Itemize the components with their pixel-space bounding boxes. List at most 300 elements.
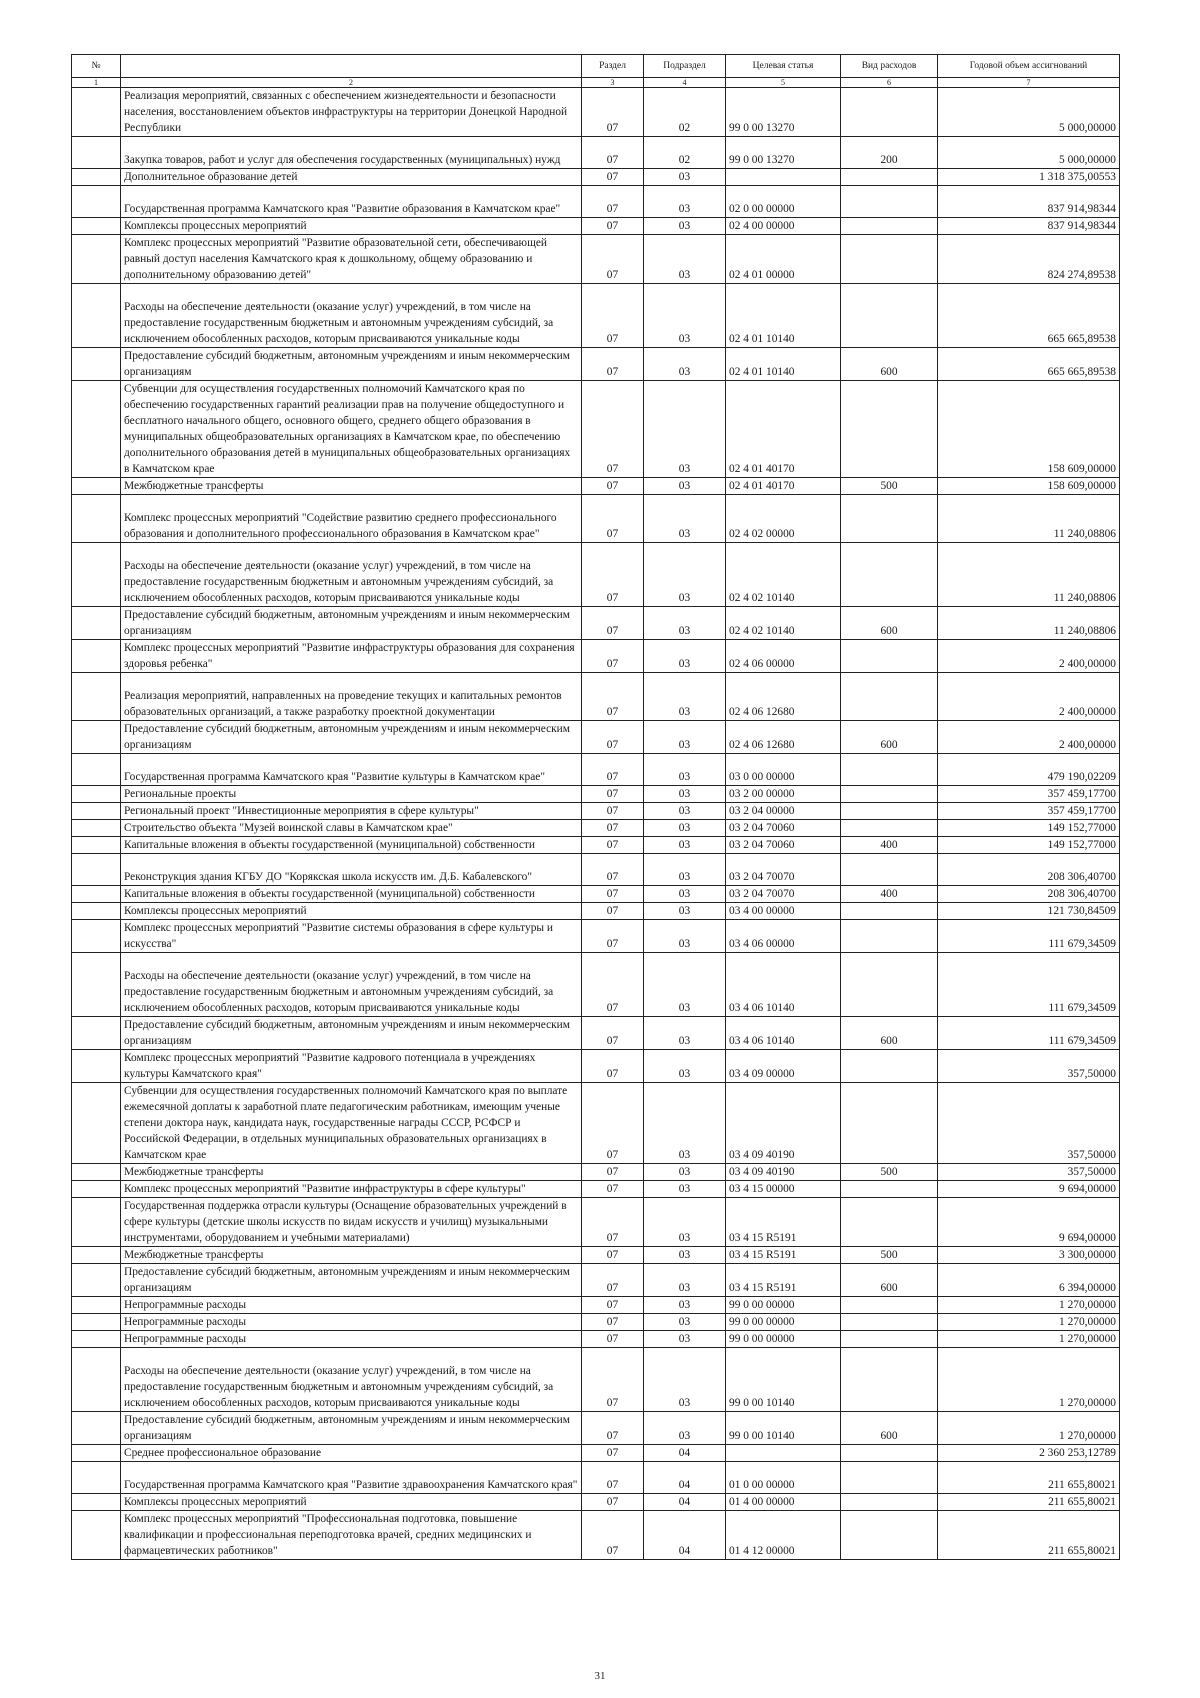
- row-razdel: 07: [582, 1348, 644, 1412]
- row-razdel: 07: [582, 1314, 644, 1331]
- row-summa: 824 274,89538: [938, 235, 1120, 284]
- row-no: [72, 1412, 121, 1445]
- row-no: [72, 673, 121, 721]
- column-number: 3: [582, 78, 644, 88]
- row-summa: 357,50000: [938, 1050, 1120, 1083]
- row-summa: 2 400,00000: [938, 721, 1120, 754]
- row-vid: [841, 786, 938, 803]
- row-celevaya: 03 4 00 00000: [726, 903, 841, 920]
- row-summa: 11 240,08806: [938, 607, 1120, 640]
- table-row: [72, 169, 1120, 186]
- row-no: [72, 1314, 121, 1331]
- row-celevaya: 03 2 04 70060: [726, 837, 841, 854]
- row-celevaya: 99 0 00 13270: [726, 137, 841, 169]
- table-row: [72, 284, 1120, 348]
- row-razdel: 07: [582, 721, 644, 754]
- header-summa: Годовой объем ассигнований: [938, 55, 1120, 78]
- row-razdel: 07: [582, 1181, 644, 1198]
- row-summa: 5 000,00000: [938, 88, 1120, 137]
- header-razdel: Раздел: [582, 55, 644, 78]
- header-vid: Вид расходов: [841, 55, 938, 78]
- row-podrazdel: 03: [644, 495, 726, 543]
- row-celevaya: 03 4 15 R5191: [726, 1198, 841, 1247]
- row-celevaya: 01 4 00 00000: [726, 1494, 841, 1511]
- row-no: [72, 1050, 121, 1083]
- row-celevaya: 03 4 09 40190: [726, 1083, 841, 1164]
- row-vid: [841, 903, 938, 920]
- row-celevaya: 99 0 00 00000: [726, 1314, 841, 1331]
- row-razdel: 07: [582, 920, 644, 953]
- row-celevaya: 03 4 06 10140: [726, 953, 841, 1017]
- row-no: [72, 721, 121, 754]
- row-podrazdel: 03: [644, 478, 726, 495]
- row-summa: 208 306,40700: [938, 886, 1120, 903]
- row-celevaya: 03 4 06 00000: [726, 920, 841, 953]
- row-podrazdel: 03: [644, 673, 726, 721]
- table-row: [72, 640, 1120, 673]
- row-summa: 208 306,40700: [938, 854, 1120, 886]
- row-vid: [841, 754, 938, 786]
- row-podrazdel: 03: [644, 920, 726, 953]
- row-no: [72, 1198, 121, 1247]
- row-razdel: 07: [582, 1494, 644, 1511]
- row-celevaya: 01 4 12 00000: [726, 1511, 841, 1560]
- row-podrazdel: 03: [644, 903, 726, 920]
- row-summa: 11 240,08806: [938, 495, 1120, 543]
- row-celevaya: 03 2 04 00000: [726, 803, 841, 820]
- row-vid: [841, 820, 938, 837]
- row-name: Межбюджетные трансферты: [121, 1164, 582, 1181]
- row-vid: [841, 640, 938, 673]
- row-vid: 500: [841, 478, 938, 495]
- table-row: [72, 1348, 1120, 1412]
- row-vid: [841, 1462, 938, 1494]
- row-name: Предоставление субсидий бюджетным, автономным учреждениям и иным некоммерческим организациям: [121, 1017, 582, 1050]
- row-no: [72, 186, 121, 218]
- row-summa: 357,50000: [938, 1083, 1120, 1164]
- row-razdel: 07: [582, 218, 644, 235]
- row-vid: [841, 1348, 938, 1412]
- row-razdel: 07: [582, 803, 644, 820]
- table-row: [72, 1445, 1120, 1462]
- row-razdel: 07: [582, 1083, 644, 1164]
- row-name: Непрограммные расходы: [121, 1314, 582, 1331]
- row-name: Закупка товаров, работ и услуг для обеспечения государственных (муниципальных) нужд: [121, 137, 582, 169]
- row-podrazdel: 04: [644, 1511, 726, 1560]
- table-row: [72, 478, 1120, 495]
- row-celevaya: 02 4 06 00000: [726, 640, 841, 673]
- row-summa: 2 400,00000: [938, 640, 1120, 673]
- row-podrazdel: 03: [644, 1050, 726, 1083]
- row-no: [72, 953, 121, 1017]
- row-name: Государственная поддержка отрасли культуры (Оснащение образовательных учреждений в сфере культуры (детские школы искусств по видам искусств и училищ) музыкальными инструментами, оборудованием и учебными материалами): [121, 1198, 582, 1247]
- column-number: 4: [644, 78, 726, 88]
- row-summa: 121 730,84509: [938, 903, 1120, 920]
- row-name: Реконструкция здания КГБУ ДО "Корякская школа искусств им. Д.Б. Кабалевского": [121, 854, 582, 886]
- row-razdel: 07: [582, 284, 644, 348]
- row-podrazdel: 03: [644, 803, 726, 820]
- row-name: Предоставление субсидий бюджетным, автономным учреждениям и иным некоммерческим организациям: [121, 607, 582, 640]
- row-vid: [841, 88, 938, 137]
- row-vid: [841, 218, 938, 235]
- row-podrazdel: 03: [644, 820, 726, 837]
- row-podrazdel: 03: [644, 1017, 726, 1050]
- row-summa: 149 152,77000: [938, 820, 1120, 837]
- row-name: Региональный проект "Инвестиционные мероприятия в сфере культуры": [121, 803, 582, 820]
- row-vid: 600: [841, 1412, 938, 1445]
- table-row: [72, 854, 1120, 886]
- row-summa: 1 318 375,00553: [938, 169, 1120, 186]
- row-name: Комплекс процессных мероприятий "Развитие системы образования в сфере культуры и искусства": [121, 920, 582, 953]
- row-name: Капитальные вложения в объекты государственной (муниципальной) собственности: [121, 837, 582, 854]
- row-celevaya: 02 4 01 40170: [726, 381, 841, 478]
- table-row: [72, 137, 1120, 169]
- table-row: [72, 235, 1120, 284]
- row-celevaya: 02 4 02 00000: [726, 495, 841, 543]
- row-vid: [841, 920, 938, 953]
- table-row: [72, 1331, 1120, 1348]
- row-summa: 9 694,00000: [938, 1198, 1120, 1247]
- row-podrazdel: 03: [644, 235, 726, 284]
- row-name: Межбюджетные трансферты: [121, 1247, 582, 1264]
- row-summa: 11 240,08806: [938, 543, 1120, 607]
- row-no: [72, 543, 121, 607]
- row-razdel: 07: [582, 1264, 644, 1297]
- row-no: [72, 1331, 121, 1348]
- row-podrazdel: 02: [644, 88, 726, 137]
- row-celevaya: 02 4 02 10140: [726, 607, 841, 640]
- row-vid: 200: [841, 137, 938, 169]
- table-row: [72, 886, 1120, 903]
- table-row: [72, 820, 1120, 837]
- row-vid: 600: [841, 1017, 938, 1050]
- row-celevaya: 03 4 09 00000: [726, 1050, 841, 1083]
- header-name: [121, 55, 582, 78]
- row-summa: 158 609,00000: [938, 381, 1120, 478]
- row-summa: 479 190,02209: [938, 754, 1120, 786]
- row-summa: 3 300,00000: [938, 1247, 1120, 1264]
- row-razdel: 07: [582, 886, 644, 903]
- row-vid: 400: [841, 837, 938, 854]
- row-summa: 837 914,98344: [938, 186, 1120, 218]
- row-vid: [841, 186, 938, 218]
- row-no: [72, 1164, 121, 1181]
- table-row: [72, 1511, 1120, 1560]
- row-razdel: 07: [582, 1331, 644, 1348]
- row-razdel: 07: [582, 186, 644, 218]
- row-no: [72, 886, 121, 903]
- row-podrazdel: 03: [644, 1331, 726, 1348]
- row-vid: [841, 1331, 938, 1348]
- row-razdel: 07: [582, 348, 644, 381]
- column-number: 6: [841, 78, 938, 88]
- row-vid: [841, 381, 938, 478]
- row-vid: 500: [841, 1164, 938, 1181]
- row-summa: 9 694,00000: [938, 1181, 1120, 1198]
- row-podrazdel: 04: [644, 1494, 726, 1511]
- row-podrazdel: 03: [644, 543, 726, 607]
- row-no: [72, 88, 121, 137]
- row-no: [72, 803, 121, 820]
- row-vid: 600: [841, 348, 938, 381]
- row-vid: [841, 1083, 938, 1164]
- row-celevaya: 03 4 15 00000: [726, 1181, 841, 1198]
- row-podrazdel: 03: [644, 837, 726, 854]
- row-podrazdel: 03: [644, 1247, 726, 1264]
- row-name: Комплекс процессных мероприятий "Профессиональная подготовка, повышение квалификации и профессиональная переподготовка врачей, средних медицинских и фармацевтических работников": [121, 1511, 582, 1560]
- table-row: [72, 1297, 1120, 1314]
- row-summa: 211 655,80021: [938, 1511, 1120, 1560]
- table-row: [72, 1462, 1120, 1494]
- row-name: Предоставление субсидий бюджетным, автономным учреждениям и иным некоммерческим организациям: [121, 721, 582, 754]
- row-razdel: 07: [582, 786, 644, 803]
- row-name: Расходы на обеспечение деятельности (оказание услуг) учреждений, в том числе на предоставление государственным бюджетным и автономным учреждениям субсидий, за исключением обособленных расходов, которым присваиваются уникальные коды: [121, 543, 582, 607]
- row-summa: 1 270,00000: [938, 1348, 1120, 1412]
- row-podrazdel: 03: [644, 284, 726, 348]
- row-podrazdel: 03: [644, 721, 726, 754]
- row-no: [72, 1297, 121, 1314]
- row-summa: 1 270,00000: [938, 1331, 1120, 1348]
- row-no: [72, 1264, 121, 1297]
- row-razdel: 07: [582, 1198, 644, 1247]
- table-row: [72, 543, 1120, 607]
- row-summa: 1 270,00000: [938, 1314, 1120, 1331]
- row-podrazdel: 03: [644, 1264, 726, 1297]
- row-summa: 111 679,34509: [938, 953, 1120, 1017]
- row-razdel: 07: [582, 673, 644, 721]
- row-razdel: 07: [582, 478, 644, 495]
- row-name: Комплекс процессных мероприятий "Развитие образовательной сети, обеспечивающей равный доступ населения Камчатского края к дошкольному, общему образованию и дополнительному образованию детей": [121, 235, 582, 284]
- row-name: Расходы на обеспечение деятельности (оказание услуг) учреждений, в том числе на предоставление государственным бюджетным и автономным учреждениям субсидий, за исключением обособленных расходов, которым присваиваются уникальные коды: [121, 953, 582, 1017]
- row-no: [72, 820, 121, 837]
- row-podrazdel: 03: [644, 348, 726, 381]
- header-celevaya: Целевая статья: [726, 55, 841, 78]
- row-celevaya: 03 4 15 R5191: [726, 1264, 841, 1297]
- row-vid: 500: [841, 1247, 938, 1264]
- table-row: [72, 754, 1120, 786]
- row-podrazdel: 03: [644, 381, 726, 478]
- row-no: [72, 640, 121, 673]
- row-vid: [841, 803, 938, 820]
- row-celevaya: 99 0 00 10140: [726, 1412, 841, 1445]
- row-name: Региональные проекты: [121, 786, 582, 803]
- row-vid: 600: [841, 607, 938, 640]
- row-podrazdel: 03: [644, 1297, 726, 1314]
- row-name: Среднее профессиональное образование: [121, 1445, 582, 1462]
- row-summa: 111 679,34509: [938, 920, 1120, 953]
- row-vid: [841, 1511, 938, 1560]
- table-row: [72, 1181, 1120, 1198]
- row-summa: 665 665,89538: [938, 284, 1120, 348]
- row-celevaya: 99 0 00 13270: [726, 88, 841, 137]
- row-podrazdel: 03: [644, 1198, 726, 1247]
- row-celevaya: [726, 169, 841, 186]
- table-row: [72, 673, 1120, 721]
- row-podrazdel: 03: [644, 786, 726, 803]
- row-vid: [841, 1297, 938, 1314]
- row-celevaya: 03 2 00 00000: [726, 786, 841, 803]
- row-celevaya: 02 4 01 10140: [726, 348, 841, 381]
- row-vid: [841, 854, 938, 886]
- row-no: [72, 903, 121, 920]
- row-razdel: 07: [582, 1017, 644, 1050]
- row-razdel: 07: [582, 607, 644, 640]
- row-podrazdel: 04: [644, 1462, 726, 1494]
- row-vid: [841, 284, 938, 348]
- row-celevaya: 03 2 04 70060: [726, 820, 841, 837]
- column-number: 5: [726, 78, 841, 88]
- row-podrazdel: 03: [644, 1348, 726, 1412]
- row-no: [72, 1462, 121, 1494]
- row-name: Государственная программа Камчатского края "Развитие культуры в Камчатском крае": [121, 754, 582, 786]
- row-razdel: 07: [582, 1412, 644, 1445]
- row-podrazdel: 02: [644, 137, 726, 169]
- row-name: Расходы на обеспечение деятельности (оказание услуг) учреждений, в том числе на предоставление государственным бюджетным и автономным учреждениям субсидий, за исключением обособленных расходов, которым присваиваются уникальные коды: [121, 284, 582, 348]
- table-row: [72, 1083, 1120, 1164]
- row-celevaya: 02 0 00 00000: [726, 186, 841, 218]
- row-no: [72, 1083, 121, 1164]
- row-vid: [841, 1050, 938, 1083]
- row-summa: 149 152,77000: [938, 837, 1120, 854]
- row-summa: 1 270,00000: [938, 1297, 1120, 1314]
- table-row: [72, 1247, 1120, 1264]
- table-row: [72, 920, 1120, 953]
- table-body: [72, 88, 1120, 1560]
- row-no: [72, 920, 121, 953]
- row-no: [72, 837, 121, 854]
- row-celevaya: 03 4 15 R5191: [726, 1247, 841, 1264]
- row-name: Комплексы процессных мероприятий: [121, 903, 582, 920]
- row-celevaya: 02 4 00 00000: [726, 218, 841, 235]
- row-razdel: 07: [582, 1511, 644, 1560]
- row-podrazdel: 03: [644, 169, 726, 186]
- row-name: Предоставление субсидий бюджетным, автономным учреждениям и иным некоммерческим организациям: [121, 1264, 582, 1297]
- row-podrazdel: 03: [644, 607, 726, 640]
- row-vid: [841, 495, 938, 543]
- column-numbers-row: [72, 78, 1120, 88]
- table-row: [72, 786, 1120, 803]
- row-razdel: 07: [582, 1445, 644, 1462]
- row-vid: 600: [841, 1264, 938, 1297]
- row-razdel: 07: [582, 1462, 644, 1494]
- row-no: [72, 1348, 121, 1412]
- row-no: [72, 348, 121, 381]
- column-number: 1: [72, 78, 121, 88]
- table-row: [72, 721, 1120, 754]
- row-celevaya: 99 0 00 00000: [726, 1331, 841, 1348]
- table-row: [72, 1198, 1120, 1247]
- row-vid: [841, 1494, 938, 1511]
- row-razdel: 07: [582, 754, 644, 786]
- row-celevaya: 03 2 04 70070: [726, 854, 841, 886]
- row-celevaya: 02 4 01 10140: [726, 284, 841, 348]
- table-row: [72, 1050, 1120, 1083]
- row-razdel: 07: [582, 543, 644, 607]
- table-header-row: [72, 55, 1120, 78]
- row-summa: 158 609,00000: [938, 478, 1120, 495]
- row-celevaya: [726, 1445, 841, 1462]
- row-razdel: 07: [582, 1050, 644, 1083]
- table-row: [72, 1314, 1120, 1331]
- row-celevaya: 02 4 06 12680: [726, 721, 841, 754]
- row-vid: [841, 673, 938, 721]
- row-no: [72, 1181, 121, 1198]
- row-razdel: 07: [582, 820, 644, 837]
- row-summa: 211 655,80021: [938, 1462, 1120, 1494]
- header-podrazdel: Подраздел: [644, 55, 726, 78]
- row-celevaya: 03 0 00 00000: [726, 754, 841, 786]
- row-name: Комплекс процессных мероприятий "Развитие инфраструктуры образования для сохранения здоровья ребенка": [121, 640, 582, 673]
- row-razdel: 07: [582, 381, 644, 478]
- table-row: [72, 837, 1120, 854]
- row-celevaya: 99 0 00 00000: [726, 1297, 841, 1314]
- row-summa: 111 679,34509: [938, 1017, 1120, 1050]
- row-razdel: 07: [582, 640, 644, 673]
- row-vid: [841, 543, 938, 607]
- row-vid: 400: [841, 886, 938, 903]
- row-razdel: 07: [582, 854, 644, 886]
- row-razdel: 07: [582, 953, 644, 1017]
- row-razdel: 07: [582, 903, 644, 920]
- row-podrazdel: 03: [644, 953, 726, 1017]
- table-row: [72, 953, 1120, 1017]
- row-name: Комплексы процессных мероприятий: [121, 1494, 582, 1511]
- table-row: [72, 903, 1120, 920]
- budget-table: [71, 54, 1120, 1560]
- table-row: [72, 495, 1120, 543]
- row-summa: 6 394,00000: [938, 1264, 1120, 1297]
- row-summa: 665 665,89538: [938, 348, 1120, 381]
- row-summa: 2 400,00000: [938, 673, 1120, 721]
- row-name: Комплекс процессных мероприятий "Содействие развитию среднего профессионального образования и дополнительного профессионального образования в Камчатском крае": [121, 495, 582, 543]
- table-row: [72, 1264, 1120, 1297]
- row-podrazdel: 03: [644, 754, 726, 786]
- table-row: [72, 1412, 1120, 1445]
- row-no: [72, 854, 121, 886]
- row-summa: 1 270,00000: [938, 1412, 1120, 1445]
- row-podrazdel: 03: [644, 886, 726, 903]
- row-razdel: 07: [582, 88, 644, 137]
- row-podrazdel: 03: [644, 1083, 726, 1164]
- row-no: [72, 1494, 121, 1511]
- column-number: 7: [938, 78, 1120, 88]
- row-celevaya: 01 0 00 00000: [726, 1462, 841, 1494]
- row-razdel: 07: [582, 495, 644, 543]
- table-row: [72, 218, 1120, 235]
- row-podrazdel: 03: [644, 1314, 726, 1331]
- row-no: [72, 381, 121, 478]
- header-no: №: [72, 55, 121, 78]
- table-row: [72, 1494, 1120, 1511]
- row-podrazdel: 03: [644, 1412, 726, 1445]
- row-razdel: 07: [582, 837, 644, 854]
- table-row: [72, 381, 1120, 478]
- row-podrazdel: 03: [644, 1181, 726, 1198]
- row-summa: 357 459,17700: [938, 786, 1120, 803]
- row-podrazdel: 03: [644, 1164, 726, 1181]
- page-number: 31: [594, 1670, 606, 1682]
- row-no: [72, 607, 121, 640]
- row-name: Непрограммные расходы: [121, 1297, 582, 1314]
- row-razdel: 07: [582, 137, 644, 169]
- row-summa: 357,50000: [938, 1164, 1120, 1181]
- row-celevaya: 03 4 09 40190: [726, 1164, 841, 1181]
- row-celevaya: 03 4 06 10140: [726, 1017, 841, 1050]
- row-summa: 2 360 253,12789: [938, 1445, 1120, 1462]
- row-name: Комплексы процессных мероприятий: [121, 218, 582, 235]
- row-celevaya: 99 0 00 10140: [726, 1348, 841, 1412]
- row-name: Комплекс процессных мероприятий "Развитие инфраструктуры в сфере культуры": [121, 1181, 582, 1198]
